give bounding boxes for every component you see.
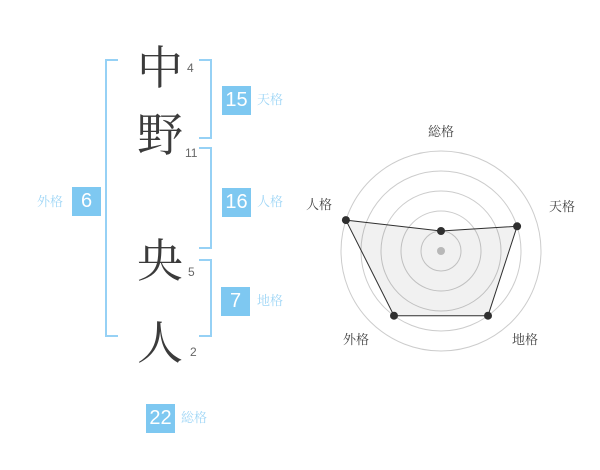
stroke-count-1: 4: [187, 61, 194, 75]
jinkaku-score-badge: 16: [222, 188, 251, 217]
data-point-5: [342, 216, 350, 224]
gaikaku-bracket: [105, 59, 118, 337]
gaikaku-score-badge: 6: [72, 187, 101, 216]
name-character-2: 野: [137, 109, 183, 161]
gaikaku-label: 外格: [37, 194, 64, 209]
name-character-3: 央: [137, 235, 183, 287]
tenkaku-score-badge: 15: [222, 86, 251, 115]
axis-label-1: 総格: [427, 124, 455, 139]
soukaku-score-badge: 22: [146, 404, 175, 433]
stroke-count-3: 5: [188, 265, 195, 279]
data-point-2: [513, 222, 521, 230]
radar-chart: [300, 110, 600, 390]
name-character-4: 人: [137, 317, 183, 369]
axis-label-2: 天格: [548, 199, 576, 214]
data-point-3: [484, 312, 492, 320]
data-point-4: [390, 312, 398, 320]
radar-area: [346, 220, 517, 316]
axis-label-3: 地格: [511, 332, 539, 347]
chikaku-score-badge: 7: [221, 287, 250, 316]
axis-label-5: 人格: [305, 197, 333, 212]
jinkaku-bracket: [199, 147, 212, 249]
soukaku-label: 総格: [181, 410, 208, 425]
data-point-1: [437, 227, 445, 235]
stroke-count-4: 2: [190, 345, 197, 359]
tenkaku-label: 天格: [257, 92, 284, 107]
axis-label-4: 外格: [342, 332, 370, 347]
center-dot: [437, 247, 445, 255]
chikaku-label: 地格: [257, 293, 284, 308]
stroke-count-2: 11: [185, 146, 198, 160]
name-character-1: 中: [137, 42, 183, 94]
jinkaku-label: 人格: [257, 194, 284, 209]
